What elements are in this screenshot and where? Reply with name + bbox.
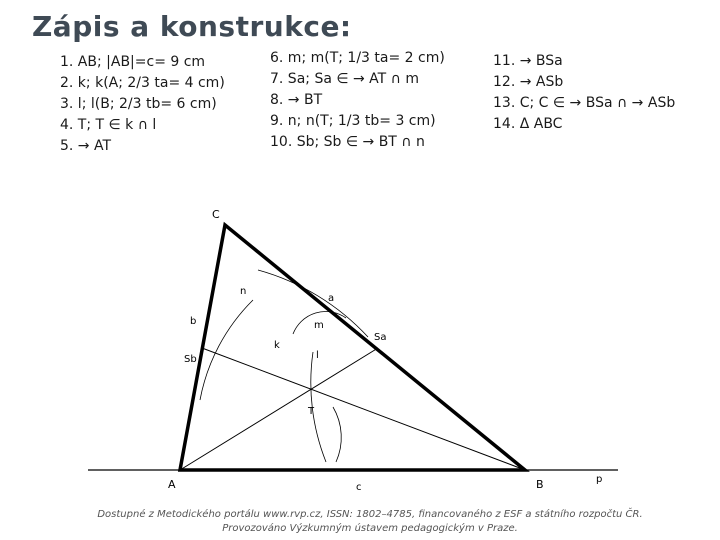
arc-t bbox=[333, 407, 341, 462]
label-a: a bbox=[328, 293, 335, 304]
step-14: 14. Δ ABC bbox=[493, 116, 563, 132]
label-B: B bbox=[536, 478, 544, 491]
label-c: c bbox=[356, 482, 362, 493]
step-11: 11. → BSa bbox=[493, 53, 563, 69]
step-13: 13. C; C ∈ → BSa ∩ → ASb bbox=[493, 95, 676, 111]
label-m: m bbox=[314, 320, 324, 331]
step-7: 7. Sa; Sa ∈ → AT ∩ m bbox=[270, 71, 420, 87]
label-b: b bbox=[190, 316, 197, 327]
label-l: l bbox=[316, 350, 319, 361]
page-title: Zápis a konstrukce: bbox=[32, 10, 352, 43]
footer-line-2: Provozováno Výzkumným ústavem pedagogickým v Praze. bbox=[222, 523, 518, 534]
label-T: T bbox=[308, 406, 315, 417]
label-C: C bbox=[212, 208, 220, 221]
triangle-abc bbox=[180, 225, 525, 470]
steps-middle bbox=[270, 48, 445, 153]
construction-figure bbox=[88, 162, 632, 502]
footer-line-1: Dostupné z Metodického portálu www.rvp.cz, ISSN: 1802–4785, financovaného z ESF a státního rozpočtu ČR. bbox=[97, 509, 643, 520]
step-1: 1. AB; |AB|=c= 9 cm bbox=[60, 54, 206, 70]
median-BSb bbox=[202, 348, 525, 470]
label-A: A bbox=[168, 478, 176, 491]
step-9: 9. n; n(T; 1/3 tb= 3 cm) bbox=[270, 113, 436, 129]
step-8: 8. → BT bbox=[270, 92, 323, 108]
step-5: 5. → AT bbox=[60, 138, 112, 154]
label-n: n bbox=[240, 286, 247, 297]
label-Sa: Sa bbox=[374, 332, 387, 343]
step-4: 4. T; T ∈ k ∩ l bbox=[60, 117, 157, 133]
step-6: 6. m; m(T; 1/3 ta= 2 cm) bbox=[270, 50, 445, 66]
label-k: k bbox=[274, 340, 280, 351]
step-2: 2. k; k(A; 2/3 ta= 4 cm) bbox=[60, 75, 225, 91]
label-p: p bbox=[596, 474, 603, 485]
steps-right bbox=[493, 51, 675, 135]
step-3: 3. l; l(B; 2/3 tb= 6 cm) bbox=[60, 96, 217, 112]
steps-left bbox=[60, 52, 225, 157]
footer-credit bbox=[60, 508, 680, 536]
label-Sb: Sb bbox=[184, 354, 197, 365]
step-12: 12. → ASb bbox=[493, 74, 564, 90]
step-10: 10. Sb; Sb ∈ → BT ∩ n bbox=[270, 134, 425, 150]
construction-svg bbox=[88, 162, 632, 502]
